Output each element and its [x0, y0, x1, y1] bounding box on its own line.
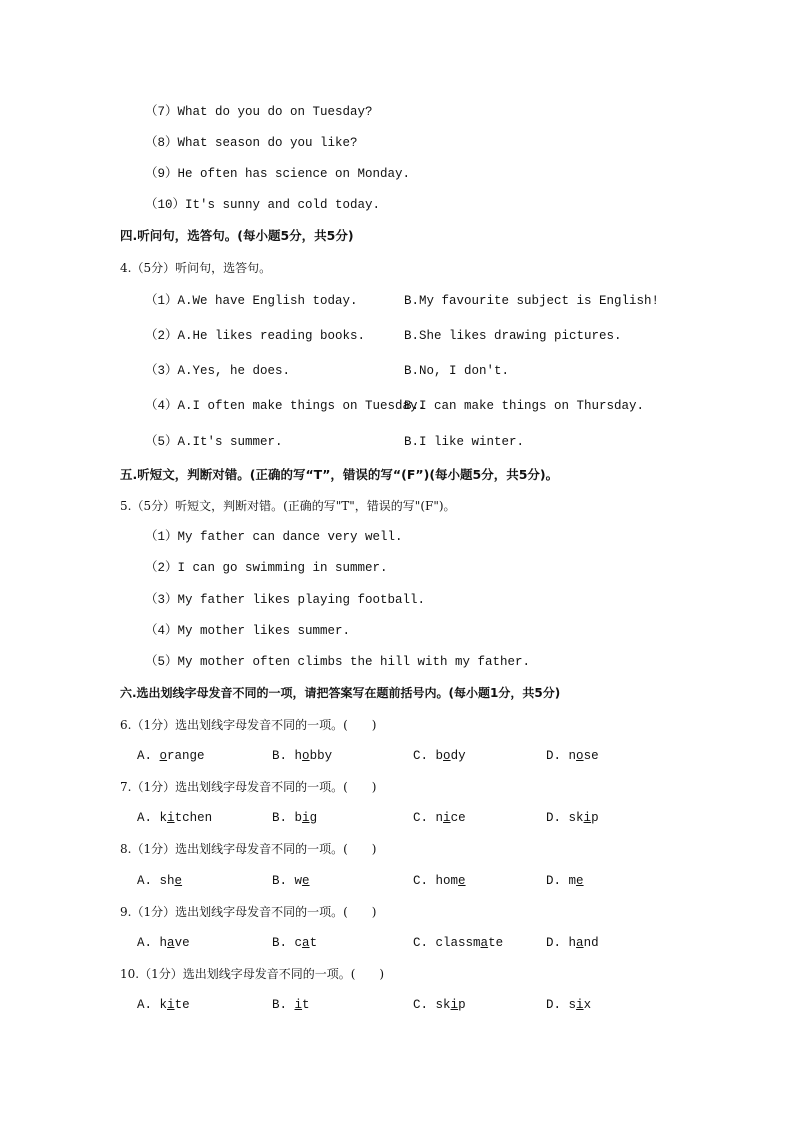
question-9-stem: 9.（1分）选出划线字母发音不同的一项。( )	[120, 905, 377, 919]
q5-item-3: （3）My father likes playing football.	[145, 593, 426, 607]
q4-item-5-option-a: （5）A.It's summer.	[145, 435, 283, 449]
q5-item-4: （4）My mother likes summer.	[145, 624, 351, 638]
q4-item-2-option-b: B.She likes drawing pictures.	[404, 329, 622, 343]
q5-item-2: （2）I can go swimming in summer.	[145, 561, 388, 575]
q8-option-c: C. home	[413, 874, 466, 888]
q7-option-a: A. kitchen	[137, 811, 213, 825]
q7-option-b: B. big	[272, 811, 318, 825]
q8-option-a: A. she	[137, 874, 183, 888]
listening-item-7: （7）What do you do on Tuesday?	[145, 105, 373, 119]
q5-item-5: （5）My mother often climbs the hill with my father.	[145, 655, 531, 669]
section-5-heading: 五.听短文，判断对错。(正确的写“T”，错误的写“(F”)(每小题5分，共5分)。	[120, 467, 559, 482]
question-6-stem: 6.（1分）选出划线字母发音不同的一项。( )	[120, 718, 377, 732]
q4-item-4-option-a: （4）A.I often make things on Tuesday.	[145, 399, 426, 413]
question-8-stem: 8.（1分）选出划线字母发音不同的一项。( )	[120, 842, 377, 856]
q6-option-d: D. nose	[546, 749, 599, 763]
section-4-heading: 四.听问句，选答句。(每小题5分，共5分)	[120, 228, 354, 243]
q9-option-c: C. classmate	[413, 936, 504, 950]
q4-item-3-option-a: （3）A.Yes, he does.	[145, 364, 291, 378]
question-10-stem: 10.（1分）选出划线字母发音不同的一项。( )	[120, 967, 385, 981]
section-6-heading: 六.选出划线字母发音不同的一项，请把答案写在题前括号内。(每小题1分，共5分)	[120, 686, 561, 700]
q5-item-1: （1）My father can dance very well.	[145, 530, 403, 544]
q4-item-1-option-b: B.My favourite subject is English!	[404, 294, 660, 308]
q6-option-a: A. orange	[137, 749, 205, 763]
q9-option-b: B. cat	[272, 936, 318, 950]
q10-option-d: D. six	[546, 998, 592, 1012]
q9-option-a: A. have	[137, 936, 190, 950]
listening-item-10: （10）It's sunny and cold today.	[145, 198, 381, 212]
q10-option-c: C. skip	[413, 998, 466, 1012]
q7-option-c: C. nice	[413, 811, 466, 825]
q8-option-b: B. we	[272, 874, 310, 888]
q7-option-d: D. skip	[546, 811, 599, 825]
q4-item-3-option-b: B.No, I don't.	[404, 364, 510, 378]
listening-item-8: （8）What season do you like?	[145, 136, 358, 150]
q10-option-a: A. kite	[137, 998, 190, 1012]
question-5-stem: 5.（5分）听短文，判断对错。(正确的写"T"，错误的写"(F")。	[120, 499, 456, 513]
q4-item-4-option-b: B.I can make things on Thursday.	[404, 399, 645, 413]
q9-option-d: D. hand	[546, 936, 599, 950]
q4-item-5-option-b: B.I like winter.	[404, 435, 525, 449]
q8-option-d: D. me	[546, 874, 584, 888]
question-7-stem: 7.（1分）选出划线字母发音不同的一项。( )	[120, 780, 377, 794]
q10-option-b: B. it	[272, 998, 310, 1012]
q4-item-1-option-a: （1）A.We have English today.	[145, 294, 358, 308]
listening-item-9: （9）He often has science on Monday.	[145, 167, 411, 181]
q6-option-b: B. hobby	[272, 749, 333, 763]
q6-option-c: C. body	[413, 749, 466, 763]
q4-item-2-option-a: （2）A.He likes reading books.	[145, 329, 366, 343]
question-4-stem: 4.（5分）听问句，选答句。	[120, 261, 272, 275]
